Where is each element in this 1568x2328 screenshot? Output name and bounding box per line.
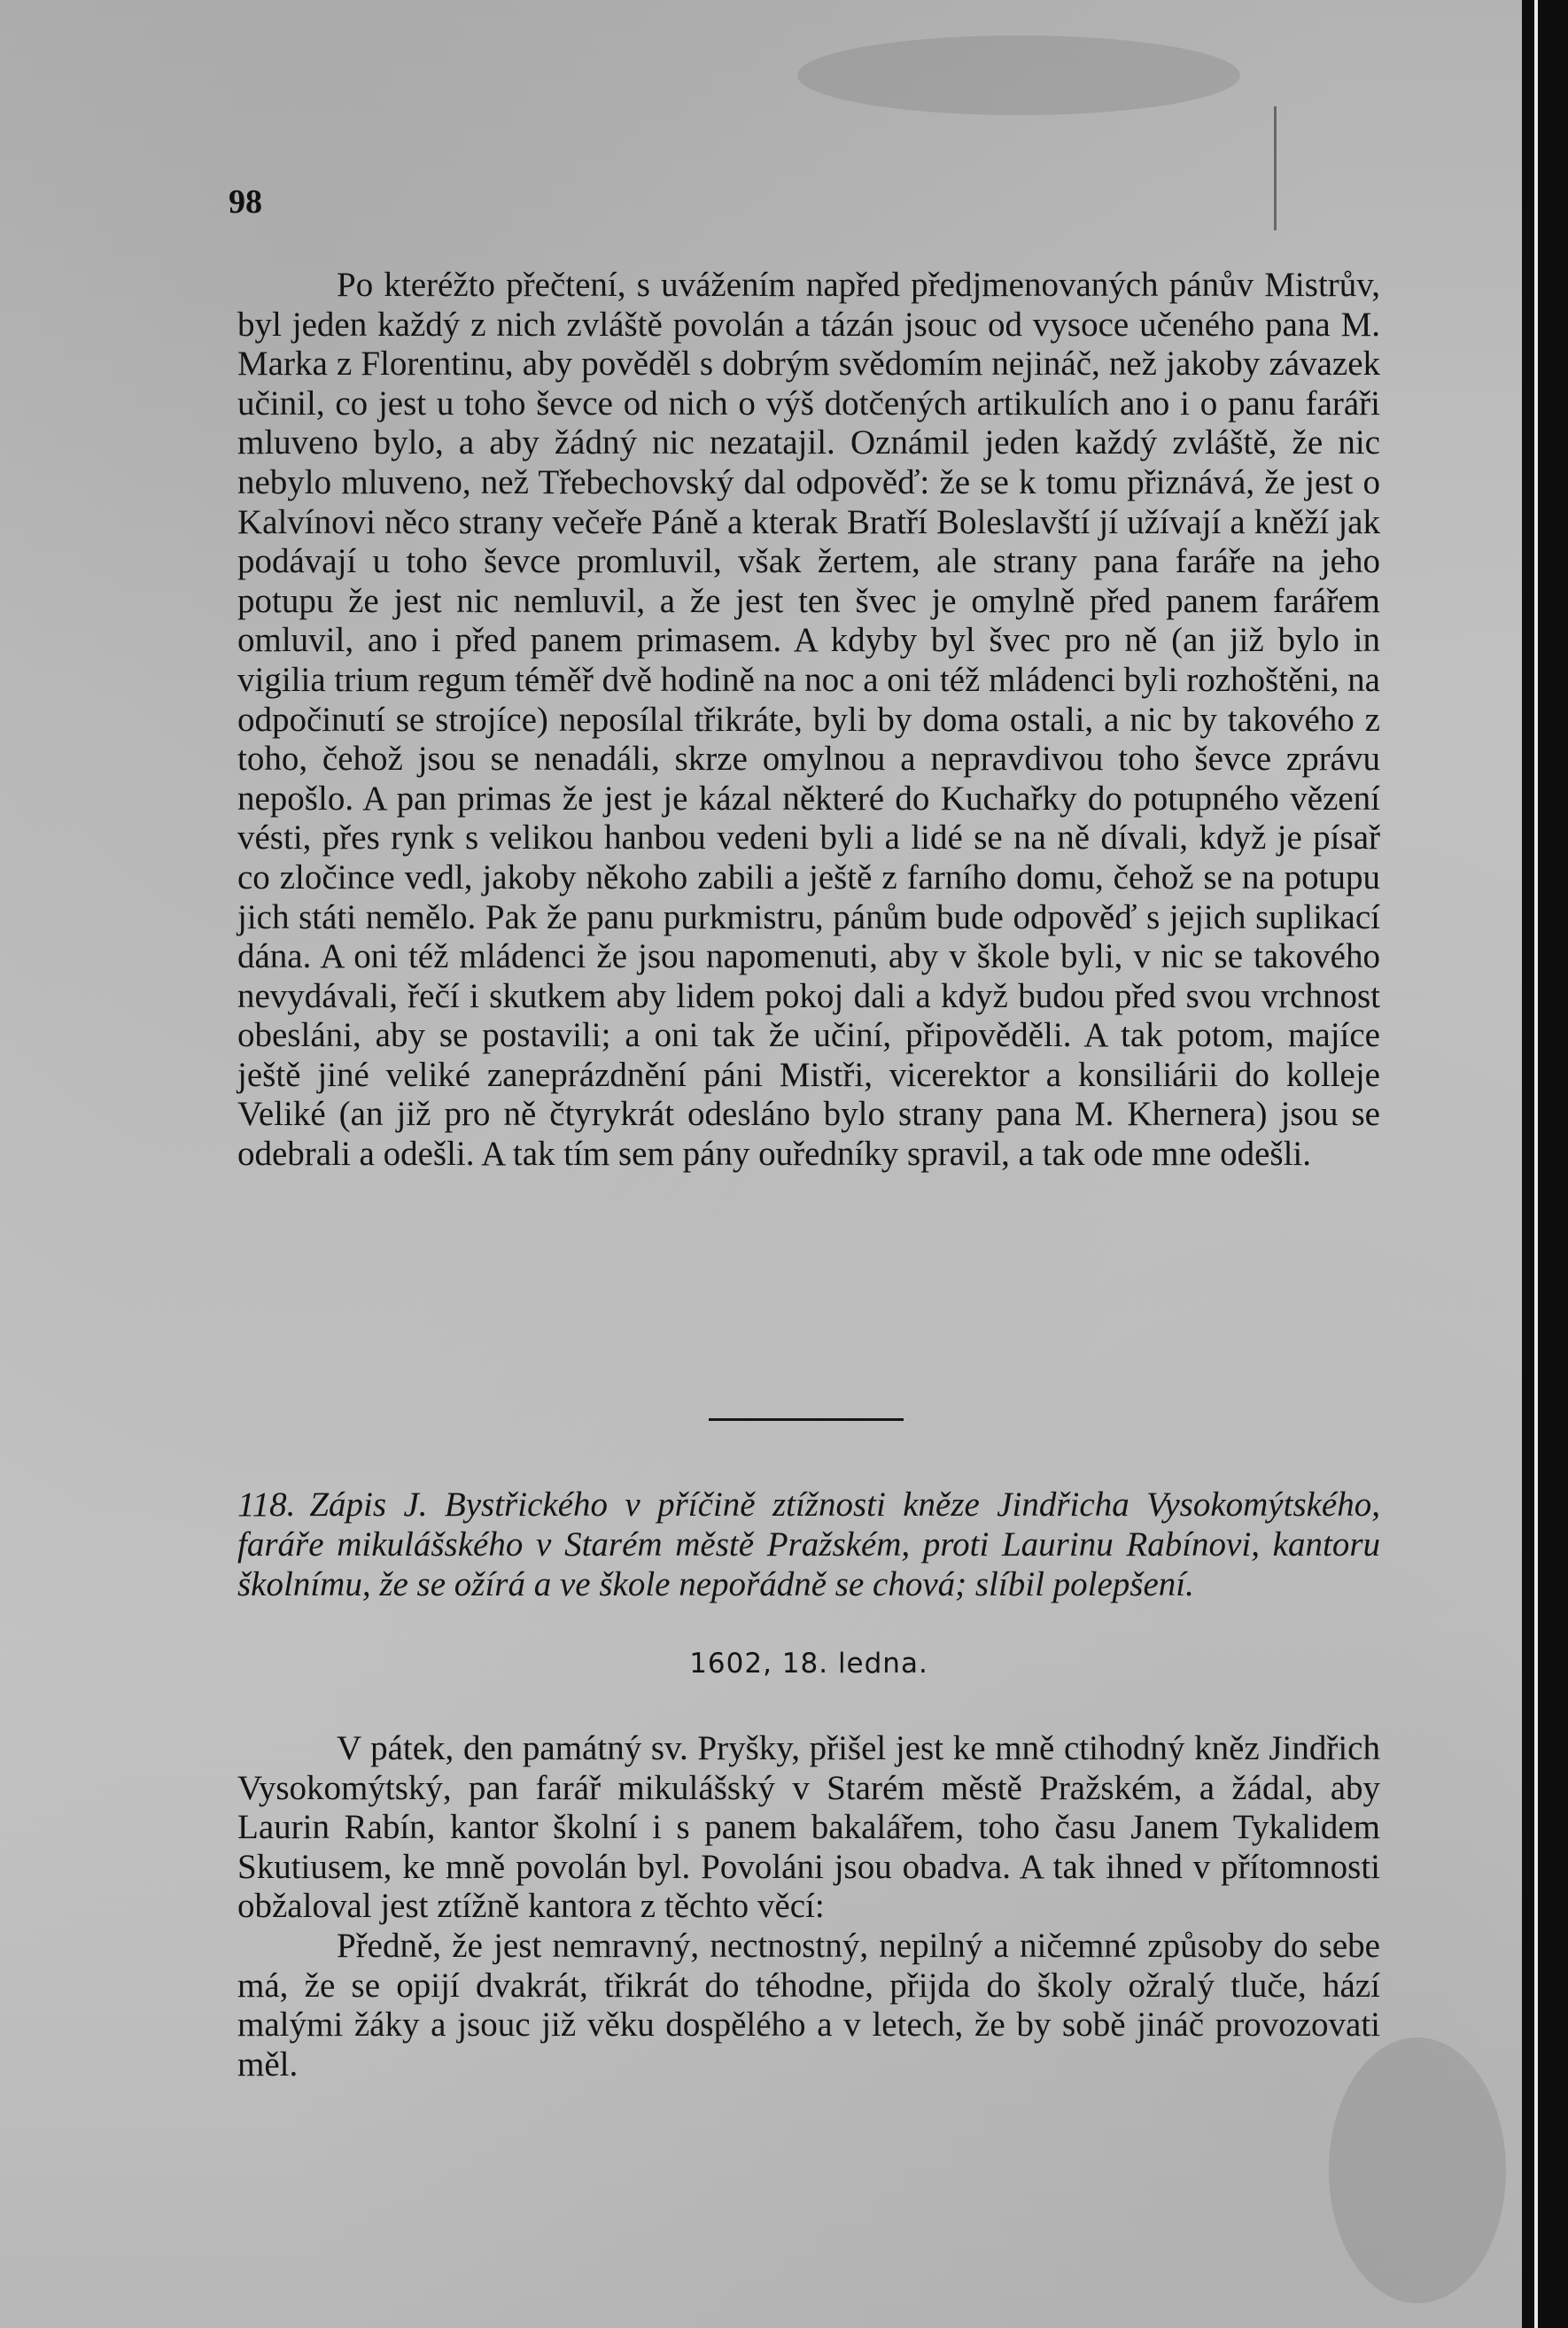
scan-border-line — [1534, 0, 1538, 2328]
paragraph: V pátek, den památný sv. Pryšky, přišel jest ke mně ctihodný kněz Jindřich Vysokomýtský, pan farář mikulášský v Starém městě Pražském, a žádal, aby Laurin Rabín, kantor školní i s panem bakalářem, toho času Janem Tykalidem Skutiusem, ke mně povolán byl. Povoláni jsou obadva. A tak ihned v přítomnosti obžaloval jest ztížně kantora z těchto věcí: — [237, 1729, 1380, 1926]
entry-number: 118. — [237, 1486, 296, 1524]
paper-stain — [797, 35, 1240, 115]
paragraph: Po kteréžto přečtení, s uvážením napřed předjmenovaných pánův Mistrův, byl jeden každý z nich zvláště povolán a tázán jsouc od vysoce učeného pana M. Marka z Florentinu, aby pověděl s dobrým svědomím nejináč, než jakoby závazek učinil, co jest u toho ševce od nich o výš dotčených artikulích ano i o panu faráři mluveno bylo, a aby žádný nic nezatajil. Oznámil jeden každý zvláště, že nic nebylo mluveno, než Třebechovský dal odpověď: že se k tomu přiznává, že jest o Kalvínovi něco strany večeře Páně a kterak Bratří Boleslavští jí užívají a kněží jak podávají u toho ševce promluvil, však žertem, ale strany pana faráře na jeho potupu že jest nic nemluvil, a že jest ten švec je omylně před panem farářem omluvil, ano i před panem primasem. A kdyby byl švec pro ně (an již bylo in vigilia trium regum téměř dvě hodině na noc a oni též mládenci byli rozhoštěni, na odpočinutí se strojíce) neposílal třikráte, byli by doma ostali, a nic by takového z toho, čehož jsou se nenadáli, skrze omylnou a nepravdivou toho ševce zprávu nepošlo. A pan primas že jest je kázal některé do Kuchařky do potupného vězení vésti, přes rynk s velikou hanbou vedeni byli a lidé se na ně dívali, když je písař co zločince vedl, jakoby někoho zabili a ještě z farního domu, čehož se na potupu jich státi nemělo. Pak že panu purkmistru, pánům bude odpověď s jejich suplikací dána. A oni též mládenci že jsou napomenuti, aby v škole byli, v nic se takového nevydávali, řečí i skutkem aby lidem pokoj dali a když budou před svou vrchnost obesláni, aby se postavili; a oni tak že učiní, připověděli. A tak potom, majíce ještě jiné veliké zaneprázdnění páni Mistři, vicerektor a konsiliárii do kolleje Veliké (an již pro ně čtyrykrát odesláno bylo strany pana M. Khernera) jsou se odebrali a odešli. A tak tím sem pány ouředníky spravil, a tak ode mne odešli. — [237, 266, 1380, 1174]
section-separator — [709, 1418, 904, 1421]
entry-date: 1602, 18. ledna. — [689, 1648, 928, 1680]
entry-title: Zápis J. Bystřického v příčině ztížnosti kněze Jindřicha Vysokomýtského, faráře mikulášského v Starém městě Pražském, proti Laurinu Rabínovi, kantoru školnímu, že se ožírá a ve škole nepořádně se chová; slíbil polepšení. — [237, 1486, 1380, 1603]
scan-border — [1522, 0, 1568, 2328]
page-number: 98 — [229, 183, 262, 221]
paragraph: Předně, že jest nemravný, nectnostný, nepilný a ničemné způsoby do sebe má, že se opijí dvakrát, třikrát do téhodne, přijda do školy ožralý tluče, hází malými žáky a jsouc již věku dospělého a v letech, že by sobě jináč provozovati měl. — [237, 1926, 1380, 2084]
entry-body — [237, 1729, 1380, 2084]
body-text-continued — [237, 266, 1380, 1175]
margin-pencil-mark — [1274, 106, 1277, 230]
entry-heading — [237, 1485, 1380, 1604]
